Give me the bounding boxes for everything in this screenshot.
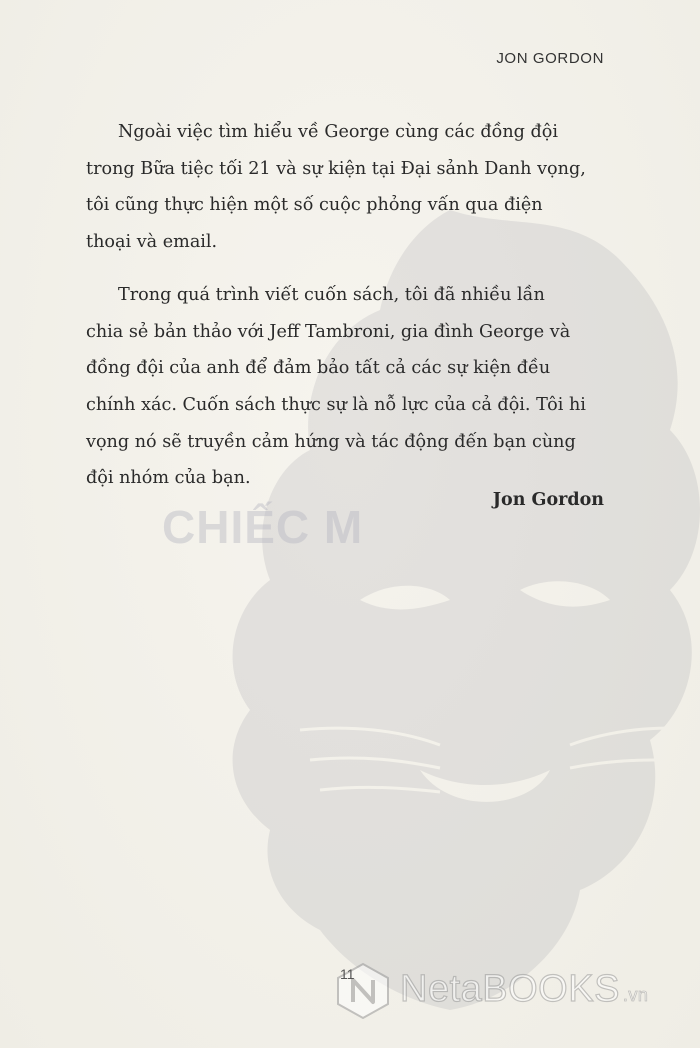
watermark-title: CHIẾC M xyxy=(162,501,364,553)
paragraph-2 xyxy=(86,277,606,497)
text-line: tôi cũng thực hiện một số cuộc phỏng vấn qua điện xyxy=(86,195,543,216)
running-head: JON GORDON xyxy=(496,50,604,67)
text-line: chính xác. Cuốn sách thực sự là nỗ lực của cả đội. Tôi hi xyxy=(86,394,586,415)
paragraph-1 xyxy=(86,114,606,261)
text-line: Ngoài việc tìm hiểu về George cùng các đồng đội xyxy=(118,122,559,142)
text-line: chia sẻ bản thảo với Jeff Tambroni, gia đình George và xyxy=(86,321,571,342)
text-line: đội nhóm của bạn. xyxy=(86,468,251,489)
author-signature: Jon Gordon xyxy=(492,490,604,510)
netabooks-wordmark xyxy=(400,968,648,1011)
text-line: trong Bữa tiệc tối 21 và sự kiện tại Đại sảnh Danh vọng, xyxy=(86,158,586,179)
body-text xyxy=(86,114,606,513)
netabooks-logo xyxy=(334,960,684,1024)
text-line: đồng đội của anh để đảm bảo tất cả các sự kiện đều xyxy=(86,358,551,379)
text-line: vọng nó sẽ truyền cảm hứng và tác động đến bạn cùng xyxy=(86,431,576,452)
logo-name: NetaBOOKS xyxy=(400,968,620,1010)
text-line: Trong quá trình viết cuốn sách, tôi đã nhiều lần xyxy=(118,284,545,305)
text-line: thoại và email. xyxy=(86,232,218,253)
page-number: 11 xyxy=(340,966,355,982)
logo-suffix: .vn xyxy=(622,985,649,1005)
